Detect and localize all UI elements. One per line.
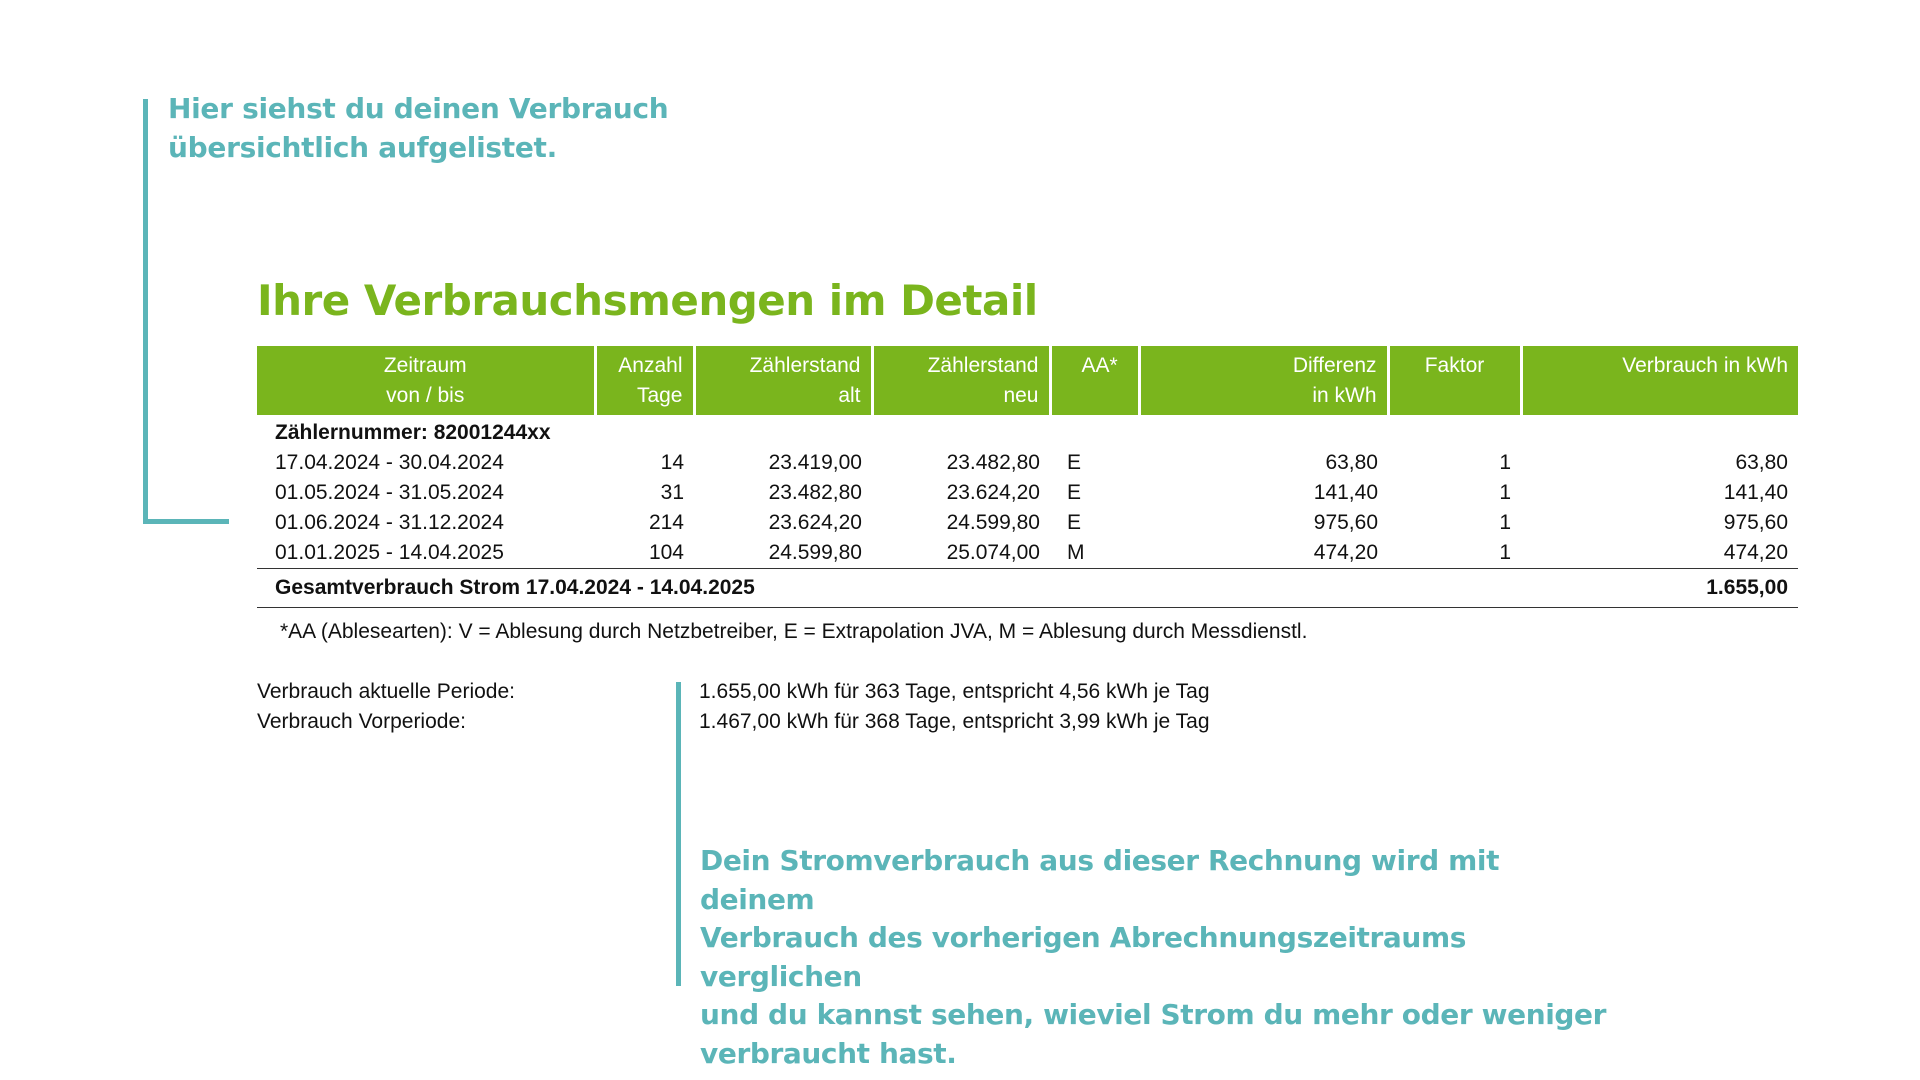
cell-meter-new: 23.624,20 xyxy=(946,481,1040,504)
total-label: Gesamtverbrauch Strom 17.04.2024 - 14.04.2025 xyxy=(257,569,1521,608)
cell-consumption: 474,20 xyxy=(1723,541,1788,564)
header-difference: Differenz in kWh xyxy=(1139,346,1388,415)
header-period: Zeitraum von / bis xyxy=(257,346,595,415)
header-consumption: Verbrauch in kWh xyxy=(1521,346,1798,415)
total-value: 1.655,00 xyxy=(1521,569,1798,608)
consumption-table xyxy=(257,346,1798,608)
cell-days: 104 xyxy=(648,541,684,564)
cell-period: 17.04.2024 - 30.04.2024 xyxy=(275,451,504,474)
header-factor: Faktor xyxy=(1388,346,1521,415)
summary-row-previous xyxy=(257,707,1210,737)
cell-period: 01.05.2024 - 31.05.2024 xyxy=(275,481,504,504)
cell-meter-old: 23.419,00 xyxy=(768,451,862,474)
cell-difference: 141,40 xyxy=(1313,481,1378,504)
summary-value: 1.467,00 kWh für 368 Tage, entspricht 3,99 kWh je Tag xyxy=(699,710,1210,733)
cell-meter-old: 24.599,80 xyxy=(768,541,862,564)
total-row xyxy=(257,569,1798,608)
cell-reading-type: E xyxy=(1067,481,1082,504)
annotation-bottom-line: Dein Stromverbrauch aus dieser Rechnung wird mit deinem xyxy=(700,844,1500,916)
cell-meter-new: 25.074,00 xyxy=(946,541,1040,564)
table-header-row xyxy=(257,346,1798,415)
table-row xyxy=(257,508,1798,538)
footnote: *AA (Ablesearten): V = Ablesung durch Netzbetreiber, E = Extrapolation JVA, M = Ablesung durch Messdienstl. xyxy=(280,620,1308,643)
cell-difference: 63,80 xyxy=(1325,451,1378,474)
header-days: Anzahl Tage xyxy=(595,346,694,415)
page-title: Ihre Verbrauchsmengen im Detail xyxy=(257,276,1038,325)
cell-reading-type: E xyxy=(1067,511,1082,534)
annotation-bottom-line: verbraucht hast. xyxy=(700,1036,957,1070)
header-meter-old: Zählerstand alt xyxy=(694,346,872,415)
table-row xyxy=(257,478,1798,508)
cell-factor: 1 xyxy=(1499,511,1511,534)
cell-consumption: 141,40 xyxy=(1723,481,1788,504)
table-row xyxy=(257,448,1798,478)
consumption-summary xyxy=(257,677,1210,737)
summary-label: Verbrauch aktuelle Periode: xyxy=(257,680,515,703)
table-row xyxy=(257,538,1798,569)
summary-label: Verbrauch Vorperiode: xyxy=(257,710,466,733)
cell-days: 31 xyxy=(660,481,684,504)
cell-reading-type: M xyxy=(1067,541,1085,564)
cell-days: 214 xyxy=(648,511,684,534)
header-reading-type: AA* xyxy=(1050,346,1139,415)
cell-reading-type: E xyxy=(1067,451,1082,474)
cell-difference: 474,20 xyxy=(1313,541,1378,564)
cell-meter-old: 23.482,80 xyxy=(768,481,862,504)
meter-number: Zählernummer: 82001244xx xyxy=(275,421,551,444)
header-meter-new: Zählerstand neu xyxy=(872,346,1050,415)
cell-consumption: 975,60 xyxy=(1723,511,1788,534)
cell-factor: 1 xyxy=(1499,451,1511,474)
cell-factor: 1 xyxy=(1499,541,1511,564)
annotation-bottom-line: Verbrauch des vorherigen Abrechnungszeitraums verglichen xyxy=(700,921,1466,993)
cell-meter-new: 23.482,80 xyxy=(946,451,1040,474)
summary-row-current xyxy=(257,677,1210,707)
cell-difference: 975,60 xyxy=(1313,511,1378,534)
annotation-bottom xyxy=(700,842,1620,1073)
meter-number-row xyxy=(257,415,1798,448)
cell-meter-new: 24.599,80 xyxy=(946,511,1040,534)
cell-days: 14 xyxy=(660,451,684,474)
cell-consumption: 63,80 xyxy=(1735,451,1788,474)
cell-period: 01.01.2025 - 14.04.2025 xyxy=(275,541,504,564)
cell-factor: 1 xyxy=(1499,481,1511,504)
annotation-top xyxy=(168,89,728,167)
annotation-top-line: übersichtlich aufgelistet. xyxy=(168,131,557,164)
cell-meter-old: 23.624,20 xyxy=(768,511,862,534)
summary-value: 1.655,00 kWh für 363 Tage, entspricht 4,56 kWh je Tag xyxy=(699,680,1210,703)
annotation-bottom-line: und du kannst sehen, wieviel Strom du mehr oder weniger xyxy=(700,998,1607,1031)
annotation-top-line: Hier siehst du deinen Verbrauch xyxy=(168,92,669,125)
annotation-bracket-bottom xyxy=(676,682,681,986)
cell-period: 01.06.2024 - 31.12.2024 xyxy=(275,511,504,534)
